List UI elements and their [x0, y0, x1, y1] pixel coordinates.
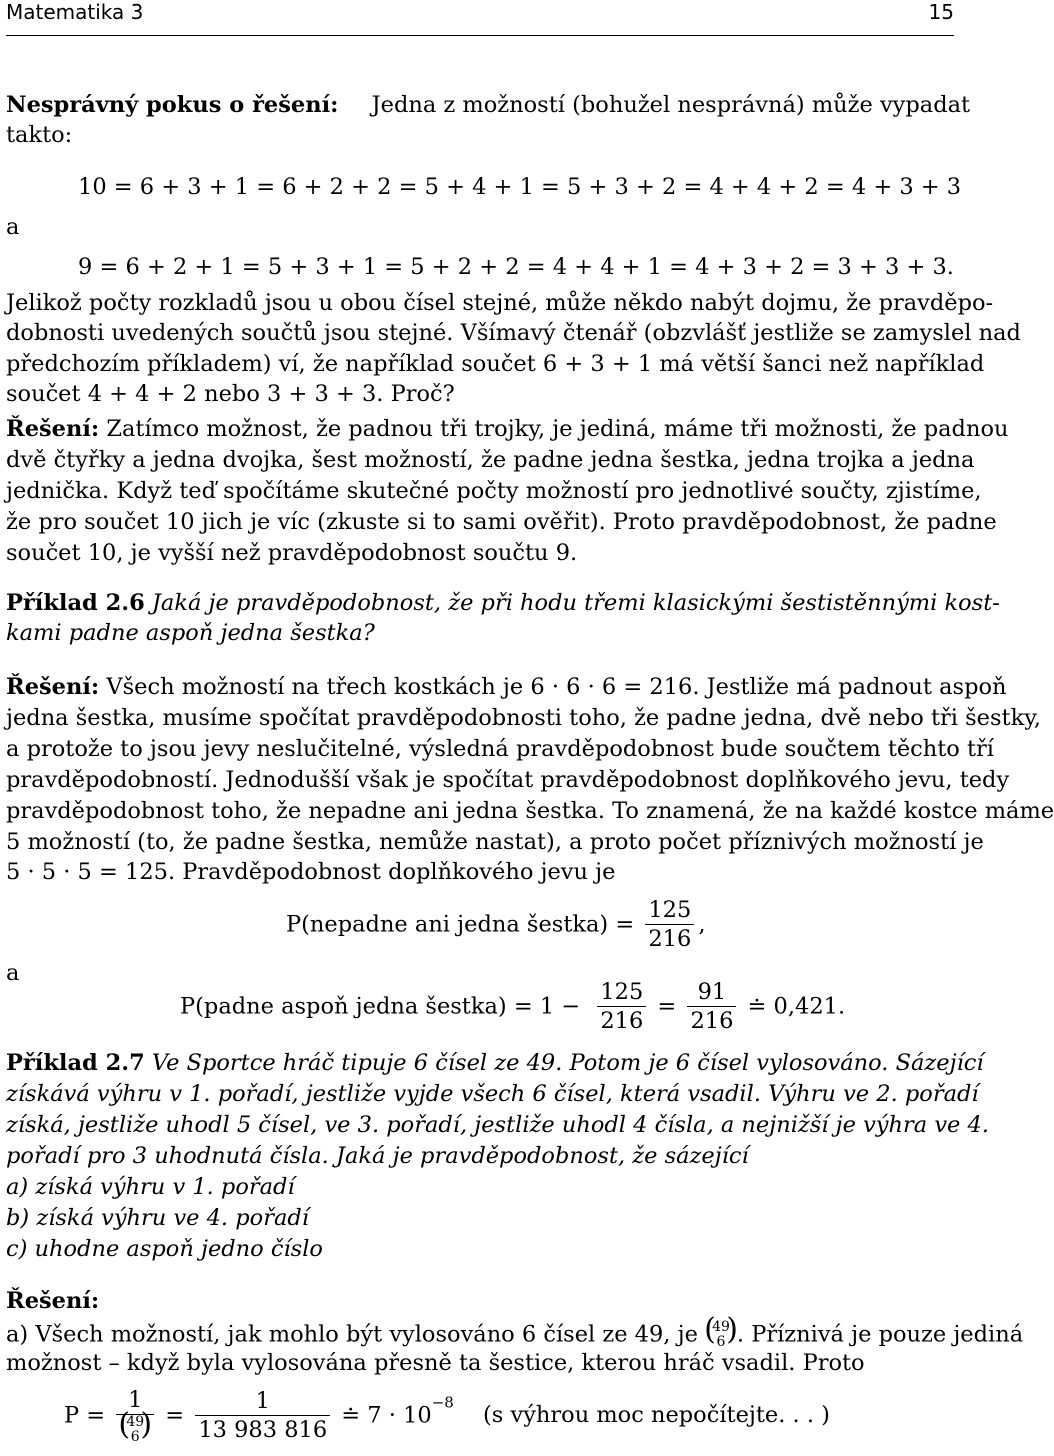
solution2-line: jedna šestka, musíme spočítat pravděpodobnosti toho, že padne jedna, dvě nebo tři šestky, [6, 705, 1042, 731]
example-2-7-line: získává výhru v 1. pořadí, jestliže vyjde všech 6 čísel, která vsadil. Výhru ve 2. pořadí [6, 1081, 979, 1107]
solution-label: Řešení: [6, 1288, 100, 1314]
binomial-coefficient: ( 49 6 ) [118, 1407, 153, 1446]
attempt-intro [6, 94, 970, 117]
formula-note: (s výhrou moc nepočítejte. . . ) [483, 1402, 830, 1429]
fraction [116, 1386, 154, 1445]
example-2-7-text: Ve Sportce hráč tipuje 6 čísel ze 49. Potom je 6 čísel vylosováno. Sázející [151, 1050, 984, 1076]
equation-9: 9 = 6 + 2 + 1 = 5 + 3 + 1 = 5 + 2 + 2 = 4 + 4 + 1 = 4 + 3 + 2 = 3 + 3 + 3. [78, 254, 954, 280]
attempt-para-line: předchozím příkladem) ví, že například součet 6 + 3 + 1 má větší šanci než například [6, 351, 985, 377]
solution1-line: že pro součet 10 jich je víc (zkuste si to sami ověřit). Proto pravděpodobnost, že padne [6, 509, 997, 535]
fraction-denominator [116, 1407, 154, 1446]
solution1-text: Zatímco možnost, že padnou tři trojky, je jediná, máme tři možnosti, že padnou [106, 416, 1009, 442]
fraction-numerator: 1 [116, 1386, 154, 1415]
solution-label: Řešení: [6, 416, 100, 442]
example-2-7-item-b: b) získá výhru ve 4. pořadí [6, 1205, 309, 1231]
solution3-text-post: . Příznivá je pouze jediná [736, 1321, 1024, 1348]
fraction-numerator: 125 [645, 896, 694, 925]
formula-at-least-one-six [180, 978, 845, 1035]
fraction-numerator: 91 [687, 978, 736, 1007]
solution1-line: dvě čtyřky a jedna dvojka, šest možností, že padne jedna šestka, jedna trojka a jedna [6, 447, 975, 473]
example-2-7-line: získá, jestliže uhodl 5 čísel, ve 3. pořadí, jestliže uhodl 4 čísla, a nejnižší je výhra ve 4. [6, 1112, 989, 1138]
solution1-line: součet 10, je vyšší než pravděpodobnost součtu 9. [6, 540, 578, 566]
attempt-para-line: součet 4 + 4 + 2 nebo 3 + 3 + 3. Proč? [6, 381, 455, 407]
and-word: a [6, 214, 20, 240]
fraction [687, 978, 736, 1035]
fraction-denominator: 13 983 816 [198, 1416, 328, 1443]
example-2-7-line: pořadí pro 3 uhodnutá čísla. Jaká je pravděpodobnost, že sázející [6, 1143, 749, 1169]
header-rule [6, 35, 954, 36]
attempt-para-line: Jelikož počty rozkladů jsou u obou čísel stejné, může někdo nabýt dojmu, že pravděpo- [6, 290, 994, 316]
page-number: 15 [928, 0, 954, 24]
example-2-6-first-line [6, 592, 1000, 615]
solution2-line: pravděpodobnost toho, že nepadne ani jedna šestka. To znamená, že na každé kostce máme [6, 798, 1054, 824]
attempt-intro-line2: takto: [6, 122, 73, 148]
solution2-text: Všech možností na třech kostkách je 6 · 6 · 6 = 216. Jestliže má padnout aspoň [106, 674, 1007, 700]
solution3-first-line [6, 1312, 1024, 1350]
example-label: Příklad 2.7 [6, 1050, 145, 1076]
approx-value: ≐ 7 · 10 [341, 1402, 432, 1429]
attempt-intro-rest: Jedna z možností (bohužel nesprávná) může vypadat [371, 92, 971, 118]
equals-sign: = [657, 993, 677, 1020]
formula-lhs: P(nepadne ani jedna šestka) = [286, 911, 635, 938]
solution3-line: možnost – když byla vylosována přesně ta šestice, kterou hráč vsadil. Proto [6, 1350, 865, 1376]
fraction [645, 896, 694, 953]
fraction-denominator: 216 [648, 926, 692, 953]
and-word: a [6, 960, 20, 986]
example-2-6-text: Jaká je pravděpodobnost, že při hodu třemi klasickými šestistěnnými kost- [151, 590, 1000, 616]
solution2-line: pravděpodobností. Jednodušší však je spočítat pravděpodobnost doplňkového jevu, tedy [6, 767, 1010, 793]
binomial-n: 49 [126, 1414, 145, 1431]
equals-sign: = [165, 1402, 185, 1429]
solution1-line: jednička. Když teď spočítáme skutečné počty možností pro jednotlivé součty, zjistíme, [6, 478, 982, 504]
binomial-k: 6 [716, 1333, 726, 1350]
formula-tail: , [698, 911, 706, 938]
example-2-7-item-c: c) uhodne aspoň jedno číslo [6, 1236, 323, 1262]
fraction-denominator: 216 [690, 1008, 734, 1035]
formula-tail: ≐ 0,421. [747, 993, 846, 1020]
exponent: −8 [431, 1393, 454, 1412]
solution-label: Řešení: [6, 674, 100, 700]
fraction-numerator: 125 [597, 978, 646, 1007]
solution1-first-line [6, 418, 1008, 441]
attempt-para-line: dobnosti uvedených součtů jsou stejné. Všímavý čtenář (obzvlášť jestliže se zamyslel nad [6, 320, 1021, 346]
running-header-title: Matematika 3 [6, 0, 144, 24]
fraction [195, 1387, 330, 1444]
attempt-heading: Nesprávný pokus o řešení: [6, 92, 339, 118]
fraction-denominator: 216 [600, 1008, 644, 1035]
solution2-line: a protože to jsou jevy neslučitelné, výsledná pravděpodobnost bude součtem těchto tří [6, 736, 995, 762]
example-2-7-first-line [6, 1052, 984, 1075]
formula-lhs: P(padne aspoň jedna šestka) = 1 − [180, 993, 581, 1020]
example-2-6-line: kami padne aspoň jedna šestka? [6, 620, 375, 646]
formula-jackpot [64, 1386, 830, 1445]
fraction-numerator: 1 [195, 1387, 330, 1416]
formula-lhs: P = [64, 1402, 106, 1429]
binomial-k: 6 [130, 1429, 140, 1446]
equation-10: 10 = 6 + 3 + 1 = 6 + 2 + 2 = 5 + 4 + 1 = 5 + 3 + 2 = 4 + 4 + 2 = 4 + 3 + 3 [78, 174, 962, 200]
solution2-line: 5 · 5 · 5 = 125. Pravděpodobnost doplňkového jevu je [6, 859, 616, 885]
solution2-first-line [6, 676, 1007, 699]
solution2-line: 5 možností (to, že padne šestka, nemůže nastat), a proto počet příznivých možností je [6, 829, 984, 855]
binomial-coefficient: ( 49 6 ) [704, 1312, 738, 1350]
solution3-text: a) Všech možností, jak mohlo být vylosováno 6 čísel ze 49, je [6, 1321, 698, 1348]
formula-no-six [286, 896, 705, 953]
example-2-7-item-a: a) získá výhru v 1. pořadí [6, 1174, 295, 1200]
binomial-n: 49 [712, 1319, 730, 1335]
fraction [597, 978, 646, 1035]
example-label: Příklad 2.6 [6, 590, 145, 616]
